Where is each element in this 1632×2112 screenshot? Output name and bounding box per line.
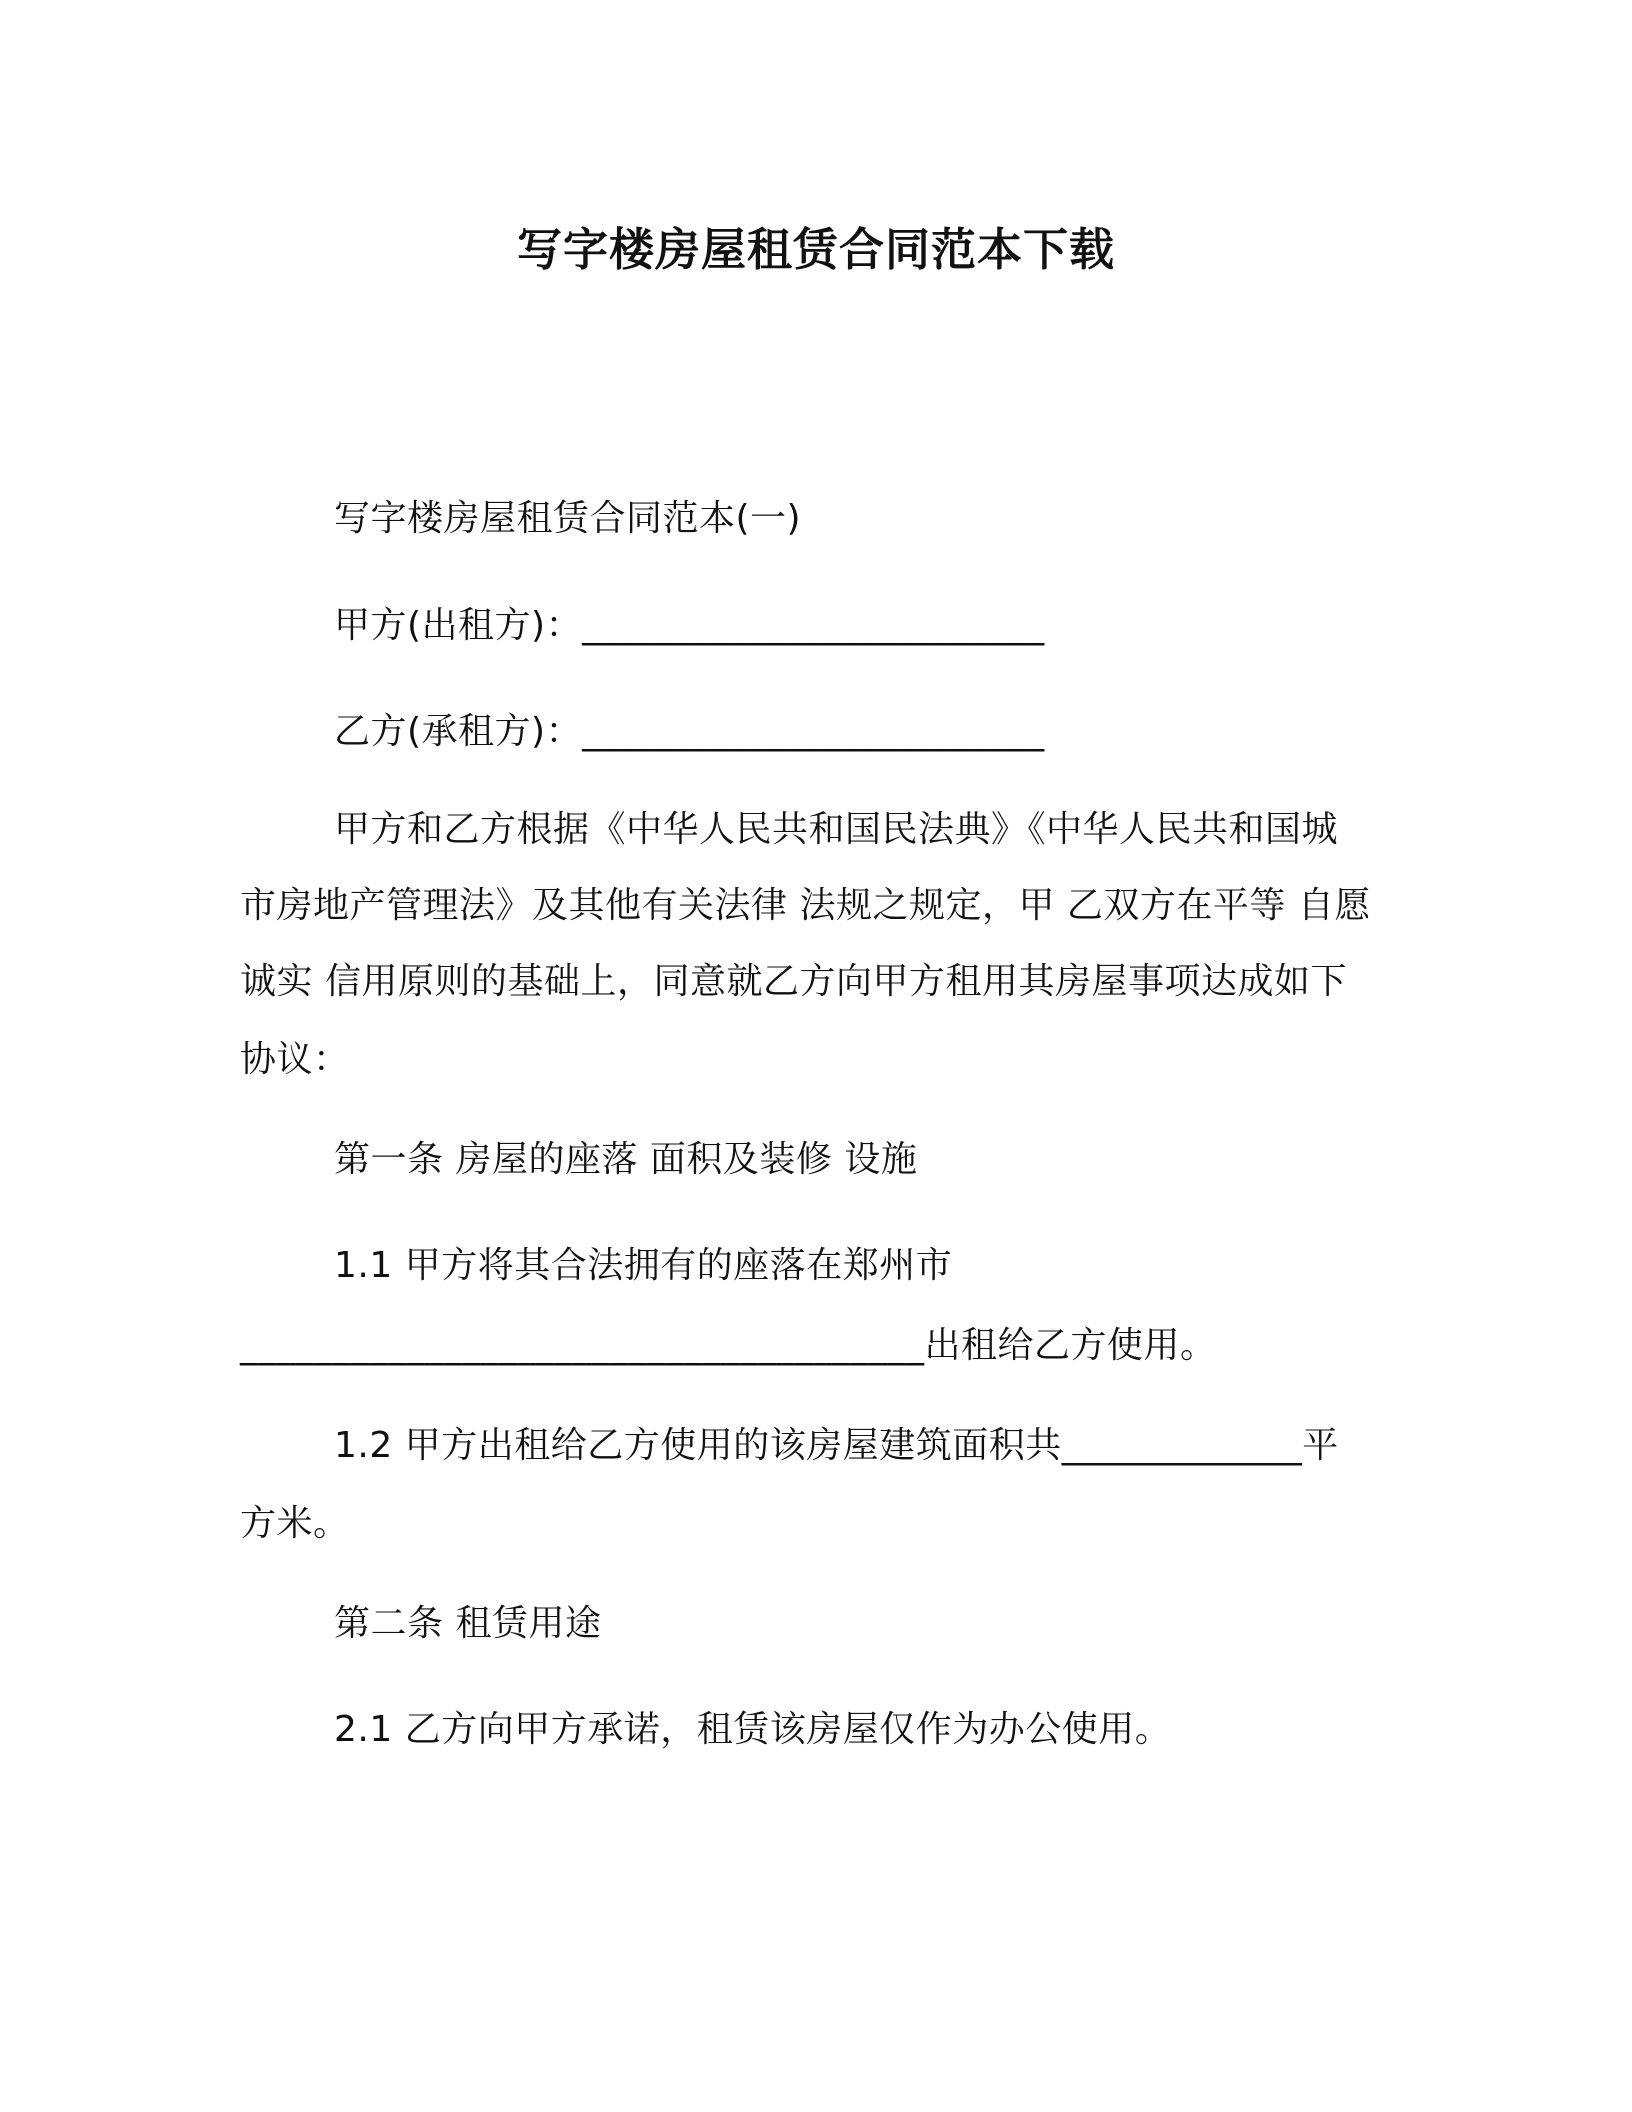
clause-1-2-line-1: 1.2 甲方出租给乙方使用的该房屋建筑面积共_____________平 — [334, 1425, 1339, 1466]
contract-subtitle: 写字楼房屋租赁合同范本(一) — [334, 498, 802, 539]
preamble-line-2: 市房地产管理法》及其他有关法律 法规之规定，甲 乙双方在平等 自愿 — [240, 885, 1371, 926]
clause-1-2-line-2: 方米。 — [240, 1503, 350, 1544]
document-title: 写字楼房屋租赁合同范本下载 — [516, 223, 1115, 276]
article-2-heading: 第二条 租赁用途 — [334, 1603, 602, 1644]
article-1-heading: 第一条 房屋的座落 面积及装修 设施 — [334, 1139, 918, 1180]
preamble-line-3: 诚实 信用原则的基础上，同意就乙方向甲方租用其房屋事项达成如下 — [240, 961, 1347, 1002]
clause-1-1-line-1: 1.1 甲方将其合法拥有的座落在郑州市 — [334, 1245, 953, 1286]
preamble-line-1: 甲方和乙方根据《中华人民共和国民法典》《中华人民共和国城 — [334, 809, 1339, 850]
party-a-line: 甲方(出租方)：_________________________ — [334, 605, 1045, 646]
clause-2-1: 2.1 乙方向甲方承诺，租赁该房屋仅作为办公使用。 — [334, 1709, 1172, 1750]
party-b-line: 乙方(承租方)：_________________________ — [334, 711, 1045, 752]
clause-1-1-line-2: _____________________________________出租给乙方使用。 — [240, 1325, 1217, 1366]
preamble-line-4: 协议： — [240, 1039, 350, 1080]
